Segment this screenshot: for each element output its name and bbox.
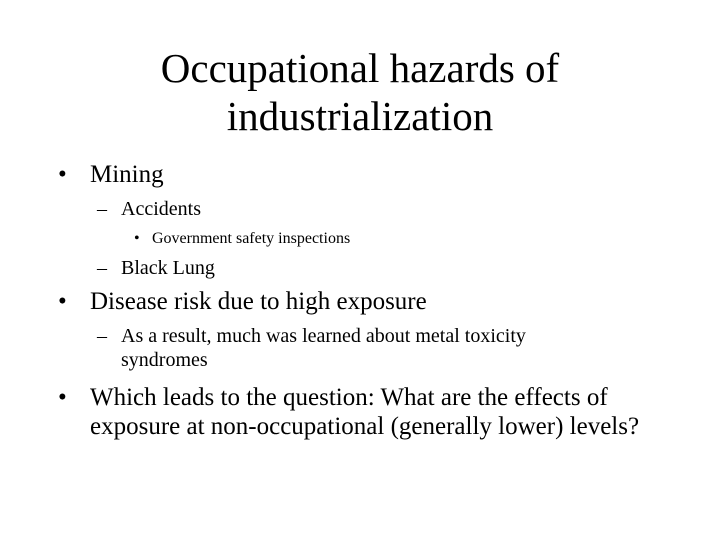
sub-bullet-text: As a result, much was learned about metal toxicity syndromes <box>121 325 526 371</box>
sub-sub-bullet-text: Government safety inspections <box>152 230 351 247</box>
sub-sub-bullet-marker: • <box>134 230 140 247</box>
sub-bullet-black-lung <box>97 256 677 280</box>
sub-bullet-metal-toxicity <box>97 324 617 372</box>
sub-bullet-text: Black Lung <box>121 257 215 279</box>
bullet-text: Disease risk due to high exposure <box>90 288 427 315</box>
bullet-mining <box>58 160 678 189</box>
sub-bullet-accidents <box>97 197 677 221</box>
bullet-text: Which leads to the question: What are the effects of exposure at non-occupational (generally lower) levels? <box>90 384 640 440</box>
sub-bullet-marker: – <box>97 325 107 347</box>
bullet-marker: • <box>58 288 67 315</box>
bullet-marker: • <box>58 384 67 411</box>
sub-bullet-marker: – <box>97 257 107 279</box>
bullet-text: Mining <box>90 161 164 188</box>
slide-title <box>0 44 720 140</box>
sub-bullet-text: Accidents <box>121 198 201 220</box>
slide-title-line-2: industrialization <box>226 93 494 139</box>
sub-sub-bullet-inspections <box>134 229 674 249</box>
bullet-marker: • <box>58 161 67 188</box>
bullet-question <box>58 383 664 441</box>
sub-bullet-marker: – <box>97 198 107 220</box>
slide-title-line-1: Occupational hazards of <box>160 45 560 91</box>
bullet-disease-risk <box>58 287 678 316</box>
